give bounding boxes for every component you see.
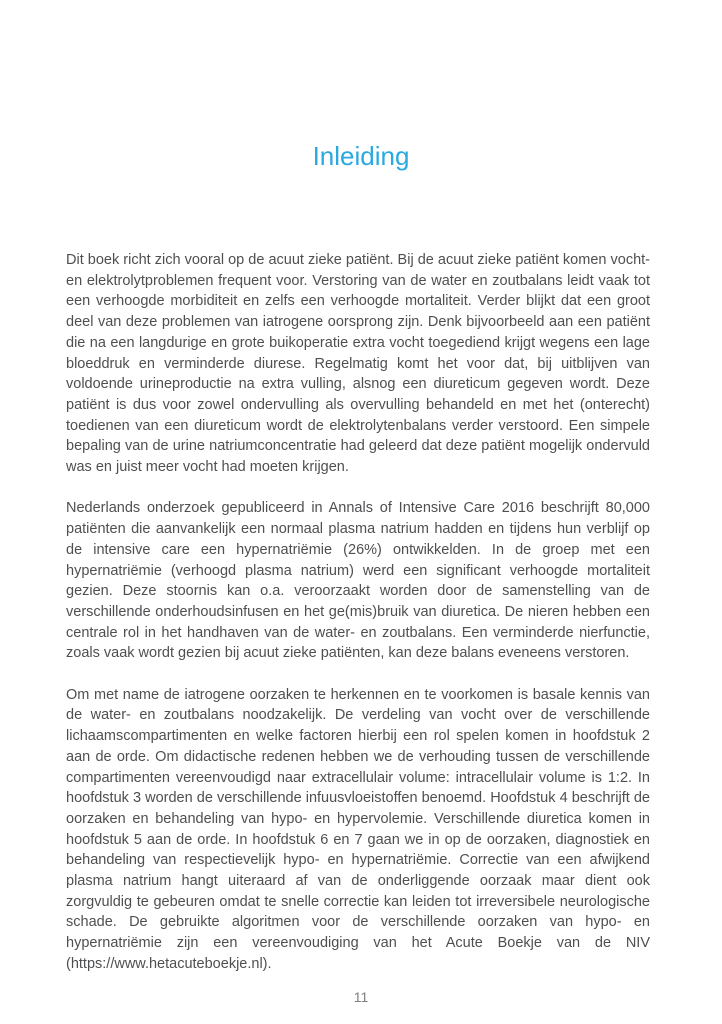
page-number: 11 [353, 989, 369, 1005]
paragraph-3: Om met name de iatrogene oorzaken te herkennen en te voorkomen is basale kennis van de water- en zoutbalans noodzakelijk. De verdeling van vocht over de verschillende lichaamscompartimenten en welke factoren hierbij een rol spelen komen in hoofdstuk 2 aan de orde. Om didactische redenen hebben we de verhouding tussen de verschillende compartimenten vereenvoudigd naar extracellulair volume: intracellulair volume is 1:2. In hoofdstuk 3 worden de verschillende infuusvloeistoffen benoemd. Hoofdstuk 4 beschrijft de oorzaken en behandeling van hypo- en hypervolemie. Verschillende diuretica komen in hoofdstuk 5 aan de orde. In hoofdstuk 6 en 7 gaan we in op de oorzaken, diagnostiek en behandeling van respectievelijk hypo- en hypernatriëmie. Correctie van een afwijkend plasma natrium hangt uiteraard af van de onderliggende oorzaak maar dient ook zorgvuldig te gebeuren omdat te snelle correctie kan leiden tot irreversibele neurologische schade. De gebruikte algoritmen voor de verschillende oorzaken van hypo- en hypernatriëmie zijn een vereenvoudiging van het Acute Boekje van de NIV (https://www.hetacuteboekje.nl). [66, 686, 650, 972]
page-footer [0, 988, 722, 1006]
chapter-title: Inleiding [312, 141, 410, 171]
paragraph-2: Nederlands onderzoek gepubliceerd in Annals of Intensive Care 2016 beschrijft 80,000 patiënten die aanvankelijk een normaal plasma natrium hadden en tijdens hun verblijf op de intensive care een hypernatriëmie (26%) ontwikkelden. In de groep met een hypernatriëmie (verhoogd plasma natrium) werd een significant verhoogde mortaliteit gezien. Deze stoornis kan o.a. veroorzaakt worden door de samenstelling van de verschillende onderhoudsinfusen en het ge(mis)bruik van diuretica. De nieren hebben een centrale rol in het handhaven van de water- en zoutbalans. Een verminderde nierfunctie, zoals vaak wordt gezien bij acuut zieke patiënten, kan deze balans eveneens verstoren. [66, 500, 650, 662]
body-text [66, 250, 650, 975]
paragraph-1: Dit boek richt zich vooral op de acuut zieke patiënt. Bij de acuut zieke patiënt komen vocht- en elektrolytproblemen frequent voor. Verstoring van de water en zoutbalans leidt vaak tot een verhoogde morbiditeit en zelfs een verhoogde mortaliteit. Verder blijkt dat een groot deel van deze problemen van iatrogene oorsprong zijn. Denk bijvoorbeeld aan een patiënt die na een langdurige en grote buikoperatie extra vocht toegediend krijgt wegens een lage bloeddruk en verminderde diurese. Regelmatig komt het voor dat, bij uitblijven van voldoende urineproductie na extra vulling, alsnog een diureticum gegeven wordt. Deze patiënt is dus voor zowel ondervulling als overvulling behandeld en met het (onterecht) toedienen van een diureticum wordt de elektrolytenbalans verder verstoord. Een simpele bepaling van de urine natriumconcentratie had geleerd dat deze patiënt mogelijk ondervuld was en juist meer vocht had moeten krijgen. [66, 252, 650, 476]
